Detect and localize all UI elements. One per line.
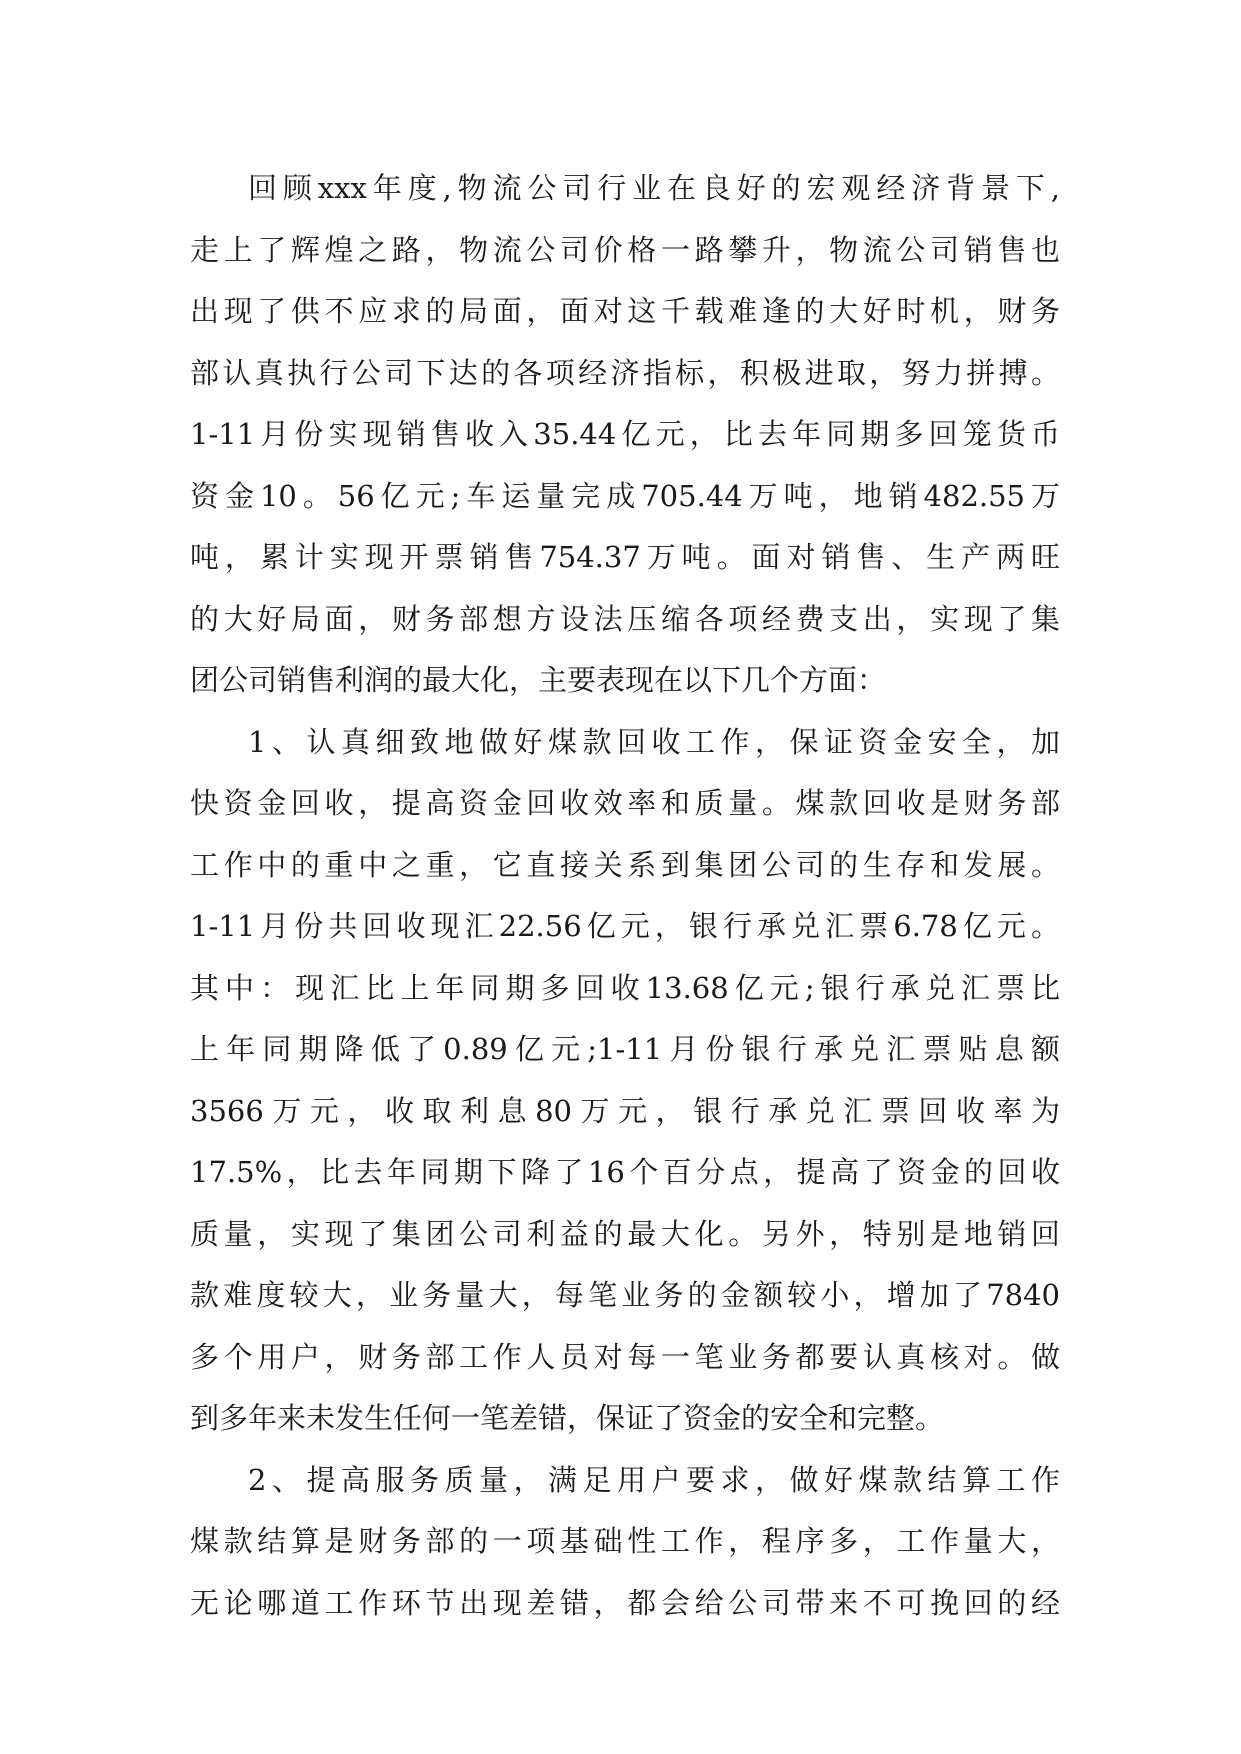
text-line: 无论哪道工作环节出现差错，都会给公司带来不可挽回的经 <box>190 1585 1060 1620</box>
document-body <box>190 158 1060 1634</box>
text-line: 吨，累计实现开票销售754.37万吨。面对销售、生产两旺 <box>190 540 1060 574</box>
paragraph-point-1 <box>190 712 1060 1450</box>
text-line: 到多年来未发生任何一笔差错，保证了资金的安全和完整。 <box>190 1401 945 1435</box>
text-line: 1-11月份共回收现汇22.56亿元，银行承兑汇票6.78亿元。 <box>190 909 1060 943</box>
text-line: 其中：现汇比上年同期多回收13.68亿元;银行承兑汇票比 <box>190 970 1060 1005</box>
text-line: 2、提高服务质量，满足用户要求，做好煤款结算工作 <box>248 1462 1060 1497</box>
text-line: 1-11月份实现销售收入35.44亿元，比去年同期多回笼货币 <box>190 417 1060 451</box>
text-line: 17.5%，比去年同期下降了16个百分点，提高了资金的回收 <box>190 1155 1060 1189</box>
text-line: 出现了供不应求的局面，面对这千载难逢的大好时机，财务 <box>190 294 1060 328</box>
text-line: 回顾xxx年度,物流公司行业在良好的宏观经济背景下, <box>248 171 1060 205</box>
text-line: 部认真执行公司下达的各项经济指标，积极进取，努力拼搏。 <box>190 355 1060 390</box>
text-line: 质量，实现了集团公司利益的最大化。另外，特别是地销回 <box>190 1216 1060 1251</box>
text-line: 资金10。56亿元;车运量完成705.44万吨，地销482.55万 <box>190 478 1060 513</box>
text-line: 快资金回收，提高资金回收效率和质量。煤款回收是财务部 <box>190 786 1060 820</box>
text-line: 团公司销售利润的最大化，主要表现在以下几个方面： <box>190 663 887 697</box>
paragraph-intro <box>190 158 1060 712</box>
text-line: 多个用户，财务部工作人员对每一笔业务都要认真核对。做 <box>190 1339 1060 1374</box>
text-line: 1、认真细致地做好煤款回收工作，保证资金安全，加 <box>248 724 1060 759</box>
paragraph-point-2 <box>190 1450 1060 1635</box>
text-line: 工作中的重中之重，它直接关系到集团公司的生存和发展。 <box>190 847 1060 882</box>
text-line: 的大好局面，财务部想方设法压缩各项经费支出，实现了集 <box>190 601 1060 636</box>
text-line: 3566万元，收取利息80万元，银行承兑汇票回收率为 <box>190 1093 1060 1128</box>
text-line: 煤款结算是财务部的一项基础性工作，程序多，工作量大， <box>190 1524 1060 1558</box>
text-line: 走上了辉煌之路，物流公司价格一路攀升，物流公司销售也 <box>190 232 1060 267</box>
text-line: 款难度较大，业务量大，每笔业务的金额较小，增加了7840 <box>190 1278 1060 1312</box>
text-line: 上年同期降低了0.89亿元;1-11月份银行承兑汇票贴息额 <box>190 1032 1060 1066</box>
